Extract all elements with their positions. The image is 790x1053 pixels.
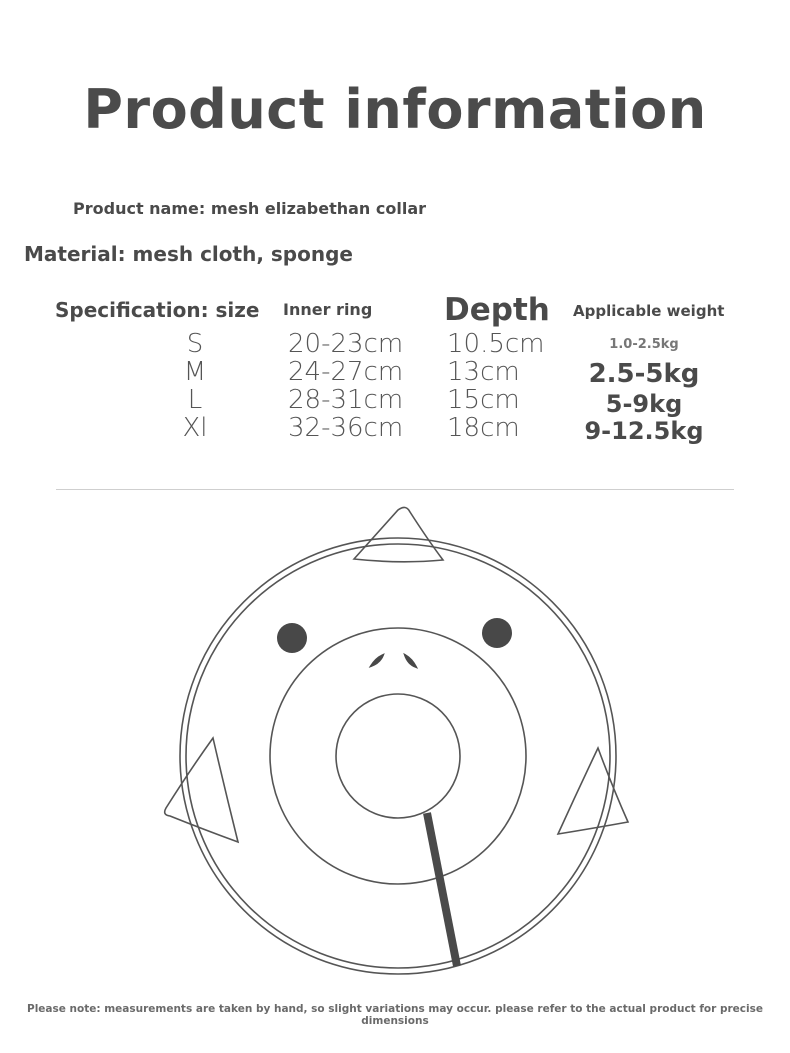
depth-cell: 15cm bbox=[447, 385, 520, 415]
top-fin-shape bbox=[354, 507, 443, 561]
weight-cell: 5-9kg bbox=[605, 390, 683, 418]
weight-cell: 2.5-5kg bbox=[588, 359, 700, 389]
size-cell: Xl bbox=[182, 413, 208, 443]
inner-ring-cell: 28-31cm bbox=[288, 385, 404, 415]
right-fin-shape bbox=[558, 748, 628, 834]
header-depth: Depth bbox=[444, 292, 550, 328]
size-cell: S bbox=[186, 329, 204, 359]
product-name: Product name: mesh elizabethan collar bbox=[73, 199, 427, 218]
right-nostril-shape bbox=[405, 655, 416, 667]
inner-ring-shape bbox=[336, 694, 460, 818]
header-specification: Specification: size bbox=[55, 298, 260, 322]
left-fin-shape bbox=[165, 738, 238, 842]
size-cell: M bbox=[183, 357, 207, 387]
left-nostril-shape bbox=[371, 655, 383, 666]
header-inner-ring: Inner ring bbox=[283, 300, 373, 319]
page-title: Product information bbox=[83, 78, 707, 141]
right-eye-shape bbox=[482, 618, 512, 648]
outer-ring-inner-edge-shape bbox=[186, 544, 610, 968]
header-applicable-weight: Applicable weight bbox=[573, 302, 725, 320]
depth-cell: 18cm bbox=[447, 413, 520, 443]
product-material: Material: mesh cloth, sponge bbox=[24, 242, 353, 266]
inner-ring-cell: 24-27cm bbox=[288, 357, 404, 387]
weight-cell: 1.0-2.5kg bbox=[609, 337, 679, 352]
middle-ring-shape bbox=[270, 628, 526, 884]
left-eye-shape bbox=[277, 623, 307, 653]
outer-ring-shape bbox=[180, 538, 616, 974]
depth-cell: 13cm bbox=[447, 357, 520, 387]
inner-ring-cell: 20-23cm bbox=[288, 329, 404, 359]
depth-cell: 10.5cm bbox=[447, 329, 545, 359]
weight-cell: 9-12.5kg bbox=[584, 417, 704, 445]
size-cell: L bbox=[187, 385, 203, 415]
measurement-note: Please note: measurements are taken by hand, so slight variations may occur. please refer to the actual product for precise dimensions bbox=[27, 1003, 763, 1027]
inner-ring-cell: 32-36cm bbox=[288, 413, 404, 443]
strap-shape bbox=[427, 813, 457, 966]
